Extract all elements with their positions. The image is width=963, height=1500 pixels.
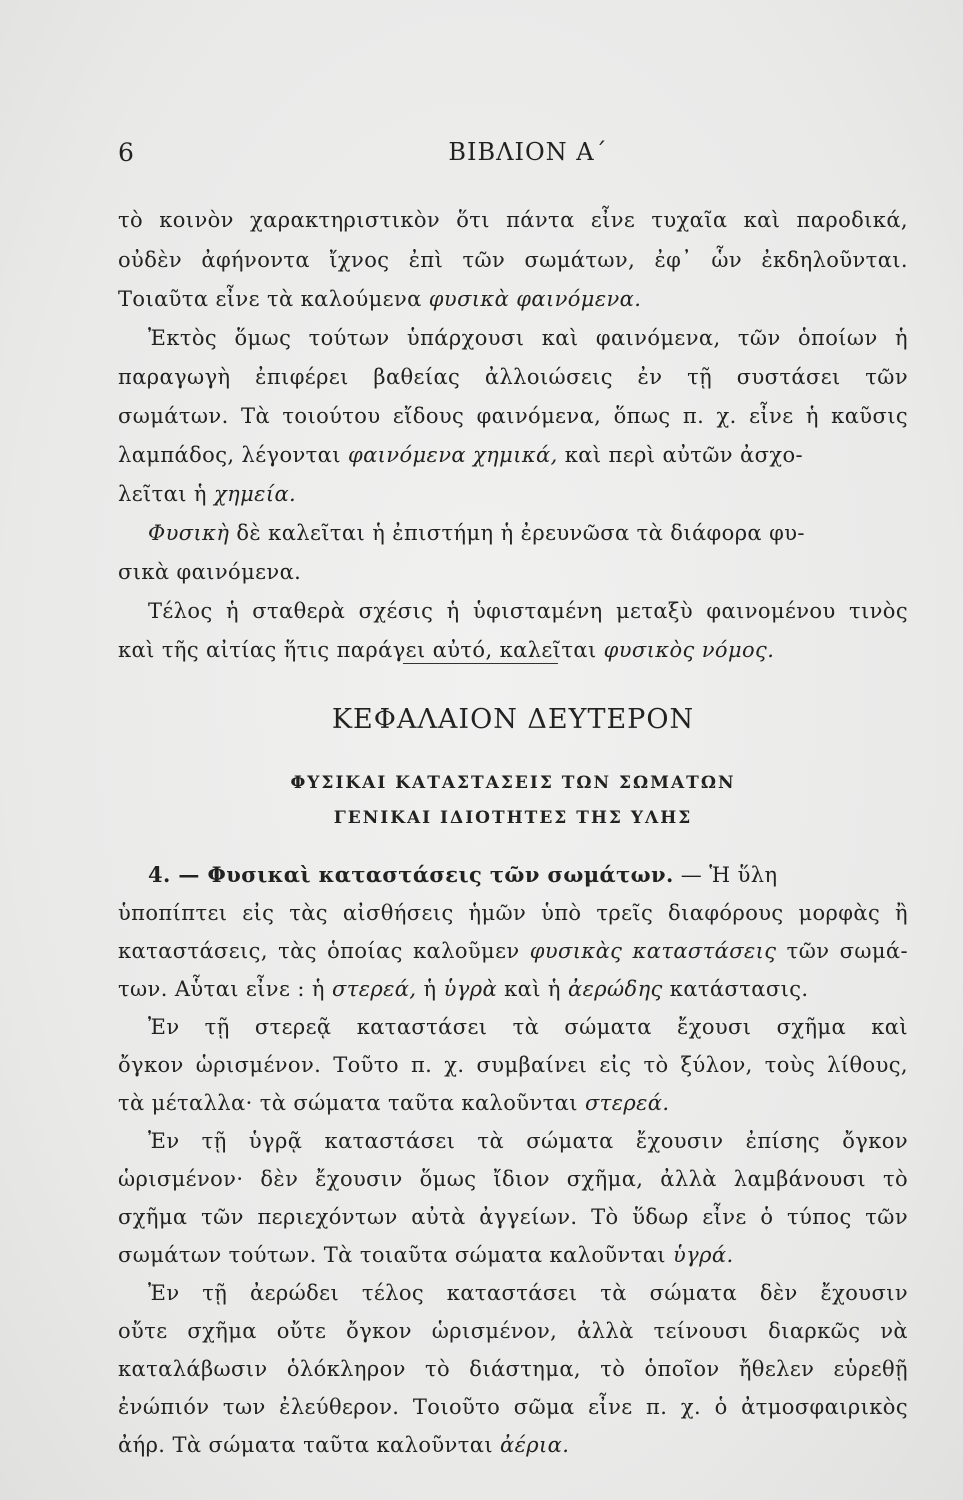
text-line: ὑποπίπτει εἰς τὰς αἰσθήσεις ἡμῶν ὑπὸ τρεῖς διαφόρους μορφὰς ἢ (118, 901, 908, 925)
text-line: ἐνώπιόν των ἐλεύθερον. Τοιοῦτο σῶμα εἶνε π. χ. ὁ ἀτμοσφαιρικὸς (118, 1395, 908, 1419)
text-line: Τέλος ἡ σταθερὰ σχέσις ἡ ὑφισταμένη μεταξὺ φαινομένου τινὸς (148, 599, 908, 623)
page-number: 6 (118, 138, 134, 167)
text-line: σωμάτων. Τὰ τοιούτου εἴδους φαινόμενα, ὅπως π. χ. εἶνε ἡ καῦσις (118, 404, 908, 428)
text-line: σικὰ φαινόμενα. (118, 560, 302, 584)
section-heading-line: 4. — Φυσικαὶ καταστάσεις τῶν σωμάτων. — Ἡ ὕλη (148, 862, 778, 887)
text-line: Ἐκτὸς ὅμως τούτων ὑπάρχουσι καὶ φαινόμενα, τῶν ὁποίων ἡ (148, 326, 908, 350)
text-line: τὰ μέταλλα· τὰ σώματα ταῦτα καλοῦνται στερεά. (118, 1091, 670, 1115)
text-line: ὄγκον ὡρισμένον. Τοῦτο π. χ. συμβαίνει εἰς τὸ ξύλον, τοὺς λίθους, (118, 1053, 908, 1077)
text-line: καταλάβωσιν ὁλόκληρον τὸ διάστημα, τὸ ὁποῖον ἤθελεν εὑρεθῇ (118, 1357, 908, 1381)
text-line: Ἐν τῇ ἀερώδει τέλος καταστάσει τὰ σώματα δὲν ἔχουσιν (148, 1281, 908, 1305)
text-line: οὔτε σχῆμα οὔτε ὄγκον ὡρισμένον, ἀλλὰ τείνουσι διαρκῶς νὰ (118, 1319, 908, 1343)
text-line: των. Αὗται εἶνε : ἡ στερεά, ἡ ὑγρὰ καὶ ἡ ἀερώδης κατάστασις. (118, 977, 809, 1001)
text-line: ἀήρ. Τὰ σώματα ταῦτα καλοῦνται ἀέρια. (118, 1433, 570, 1457)
section-divider (403, 663, 558, 664)
text-line: Ἐν τῇ στερεᾷ καταστάσει τὰ σώματα ἔχουσι σχῆμα καὶ (148, 1015, 908, 1039)
text-line: ὡρισμένον· δὲν ἔχουσιν ὅμως ἴδιον σχῆμα, ἀλλὰ λαμβάνουσι τὸ (118, 1167, 908, 1191)
text-line: σωμάτων τούτων. Τὰ τοιαῦτα σώματα καλοῦνται ὑγρά. (118, 1243, 734, 1267)
chapter-title: ΚΕΦΑΛΑΙΟΝ ΔΕΥΤΕΡΟΝ (331, 704, 695, 735)
text-line: καὶ τῆς αἰτίας ἥτις παράγει αὐτό, καλεῖται φυσικὸς νόμος. (118, 638, 775, 662)
section-heading: 4. — Φυσικαὶ καταστάσεις τῶν σωμάτων. (148, 862, 674, 887)
chapter-subtitle: ΦΥΣΙΚΑΙ ΚΑΤΑΣΤΑΣΕΙΣ ΤΩΝ ΣΩΜΑΤΩΝ (290, 773, 736, 793)
text-line: καταστάσεις, τὰς ὁποίας καλοῦμεν φυσικὰς καταστάσεις τῶν σωμά- (118, 939, 908, 963)
text-line: σχῆμα τῶν περιεχόντων αὐτὰ ἀγγείων. Τὸ ὕδωρ εἶνε ὁ τύπος τῶν (118, 1205, 908, 1229)
text-line: τὸ κοινὸν χαρακτηριστικὸν ὅτι πάντα εἶνε τυχαῖα καὶ παροδικά, (118, 208, 908, 232)
running-title: ΒΙΒΛΙΟΝ Α΄ (448, 138, 608, 166)
text-line: λεῖται ἡ χημεία. (118, 482, 297, 506)
text-line: λαμπάδος, λέγονται φαινόμενα χημικά, καὶ περὶ αὐτῶν ἀσχο- (118, 443, 804, 467)
text-line: Τοιαῦτα εἶνε τὰ καλούμενα φυσικὰ φαινόμενα. (118, 287, 642, 311)
text-line: οὐδὲν ἀφήνοντα ἴχνος ἐπὶ τῶν σωμάτων, ἐφ᾽ ὧν ἐκδηλοῦνται. (118, 248, 908, 272)
text-line: Ἐν τῇ ὑγρᾷ καταστάσει τὰ σώματα ἔχουσιν ἐπίσης ὄγκον (148, 1129, 908, 1153)
page-header (118, 138, 908, 178)
text-line: Φυσικὴ δὲ καλεῖται ἡ ἐπιστήμη ἡ ἐρευνῶσα τὰ διάφορα φυ- (148, 521, 805, 545)
chapter-subtitle: ΓΕΝΙΚΑΙ ΙΔΙΟΤΗΤΕΣ ΤΗΣ ΥΛΗΣ (333, 808, 693, 828)
text-line: παραγωγὴ ἐπιφέρει βαθείας ἀλλοιώσεις ἐν τῇ συστάσει τῶν (118, 365, 908, 389)
